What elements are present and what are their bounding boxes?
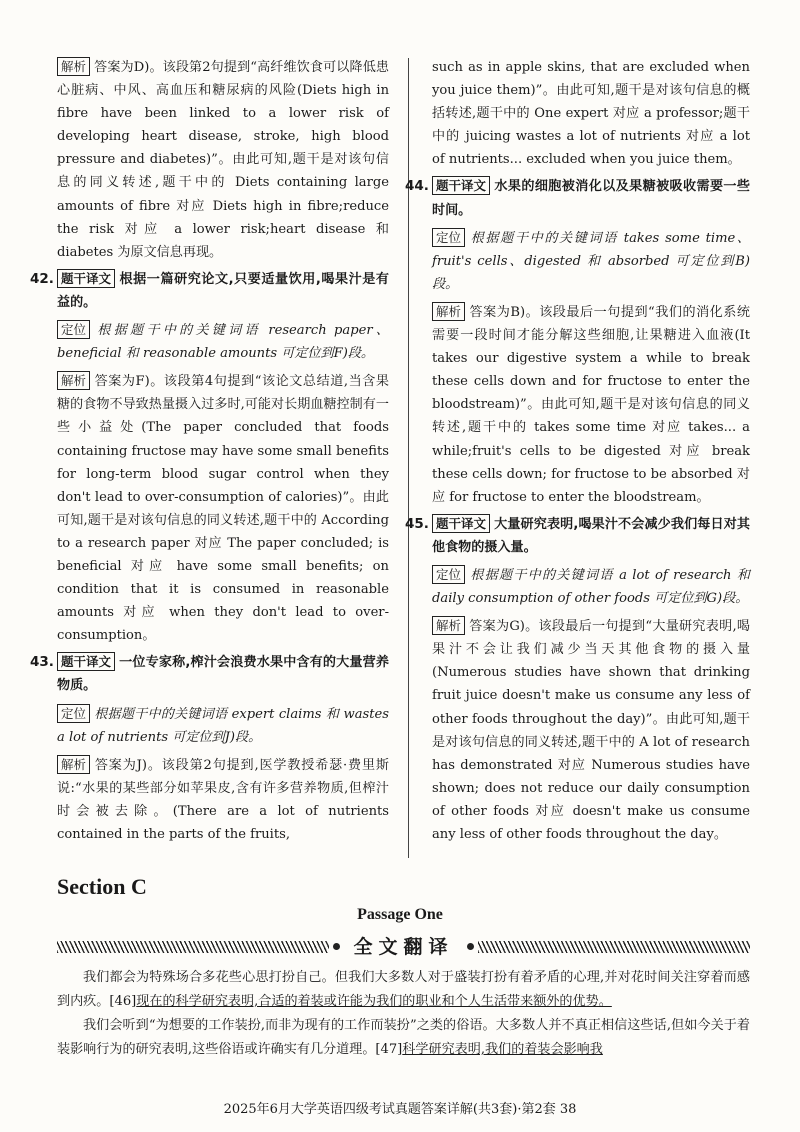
left-column: [30, 56, 389, 846]
translation-p2-underlined: 科学研究表明,我们的着装会影响我: [402, 1042, 603, 1057]
analysis-tag: 解析: [432, 302, 465, 321]
analysis-tag: 解析: [57, 755, 90, 774]
q44-locate: [432, 227, 750, 296]
q43-analysis: [57, 754, 389, 846]
translation-tag: 题干译文: [432, 176, 490, 195]
q45-translation-text: 大量研究表明,喝果汁不会减少我们每日对其他食物的摄入量。: [432, 516, 750, 555]
right-column: [405, 56, 750, 846]
translation-p1-text: 我们都会为特殊场合多花些心思打扮自己。但我们大多数人对于盛装打扮有着矛盾的心理,并对花时间关注穿着而感到内疚。[46]: [57, 970, 750, 1009]
q43-locate-text: 根据题干中的关键词语 expert claims 和 wastes a lot of nutrients 可定位到J)段。: [57, 706, 389, 745]
q42-translation: [30, 268, 389, 314]
q45-locate: [432, 564, 750, 610]
translation-body: [57, 966, 750, 1062]
locate-tag: 定位: [57, 320, 90, 339]
q45-locate-text: 根据题干中的关键词语 a lot of research 和 daily consumption of other foods 可定位到G)段。: [432, 567, 750, 607]
analysis-tag: 解析: [432, 616, 465, 635]
passage-title: Passage One: [357, 906, 443, 923]
translation-paragraph-2: [57, 1014, 750, 1062]
q42-locate-text: 根据题干中的关键词语 research paper、beneficial 和 reasonable amounts 可定位到F)段。: [57, 323, 389, 362]
q45-analysis: [432, 615, 750, 846]
q42-locate: [57, 319, 389, 365]
q44-analysis: [432, 301, 750, 509]
q42-analysis-text: 答案为F)。该段第4句提到“该论文总结道,当含果糖的食物不导致热量摄入过多时,可能对长期血糖控制有一些小益处(The paper concluded that foods containing fructose may have some small benefits for long-term blood sugar control when they don't lead to over-consumption of calories)”。由此可知,题干是对该句信息的同义转述,题干中的 According to a research paper 对应 The paper concluded; is beneficial 对应 have some small benefits; on condition that it is consumed in reasonable amounts 对应 when they don't lead to over-consumption。: [57, 374, 389, 644]
section-title: Section C: [57, 874, 147, 899]
q44-number: 44.: [405, 178, 429, 195]
analysis-tag: 解析: [57, 57, 90, 76]
locate-tag: 定位: [432, 565, 465, 584]
q41-analysis: [57, 56, 389, 264]
translation-banner: [57, 934, 750, 960]
q43-analysis-continued: such as in apple skins, that are excluded when you juice them)”。由此可知,题干是对该句信息的概括转述,题干中的 One expert 对应 a professor;题干中的 juicing wastes a lot of nutrients 对应 a lot of nutrients... excluded when you juice them。: [432, 60, 750, 168]
q44-analysis-text: 答案为B)。该段最后一句提到“我们的消化系统需要一段时间才能分解这些细胞,让果糖进入血液(It takes our digestive system a while to break these cells down and for fructose to enter the bloodstream)”。由此可知,题干是对该句信息的同义转述,题干中的 takes some time 对应 takes... a while;fruit's cells to be digested 对应 break these cells down; for fructose to be absorbed 对应 for fructose to enter the bloodstream。: [432, 304, 750, 505]
q44-translation-text: 水果的细胞被消化以及果糖被吸收需要一些时间。: [432, 179, 750, 218]
locate-tag: 定位: [432, 228, 465, 247]
banner-stripes-right: [478, 941, 750, 953]
translation-p2-text: 我们会听到“为想要的工作装扮,而非为现有的工作而装扮”之类的俗语。大多数人并不真正相信这些话,但如今关于着装影响行为的研究表明,这些俗语或许确实有几分道理。[47]: [57, 1018, 750, 1057]
q42-number: 42.: [30, 270, 54, 287]
banner-label: 全文翻译: [353, 936, 454, 958]
banner-dot-right-icon: [467, 943, 474, 950]
translation-tag: 题干译文: [432, 514, 490, 533]
page-footer: 2025年6月大学英语四级考试真题答案详解(共3套)·第2套 38: [223, 1102, 577, 1117]
locate-tag: 定位: [57, 704, 90, 723]
analysis-tag: 解析: [57, 371, 90, 390]
q43-translation-text: 一位专家称,榨汁会浪费水果中含有的大量营养物质。: [57, 655, 389, 694]
q42-translation-text: 根据一篇研究论文,只要适量饮用,喝果汁是有益的。: [57, 271, 389, 310]
translation-tag: 题干译文: [57, 652, 115, 671]
q43-analysis-text: 答案为J)。该段第2句提到,医学教授希瑟·费里斯说:“水果的某些部分如苹果皮,含有许多营养物质,但榨汁时会被去除。(There are a lot of nutrients contained in the parts of the fruits,: [57, 757, 389, 842]
q42-analysis: [57, 370, 389, 647]
q41-analysis-text: 答案为D)。该段第2句提到“高纤维饮食可以降低患心脏病、中风、高血压和糖尿病的风险(Diets high in fibre have been linked to a lower risk of developing heart disease, stroke, high blood pressure and diabetes)”。由此可知,题干是对该句信息的同义转述,题干中的 Diets containing large amounts of fibre 对应 Diets high in fibre;reduce the risk 对应 a lower risk;heart disease 和 diabetes 为原文信息再现。: [57, 60, 389, 260]
q45-translation: [405, 513, 750, 559]
q44-translation: [405, 175, 750, 221]
q45-number: 45.: [405, 515, 429, 532]
translation-tag: 题干译文: [57, 269, 115, 288]
q43-locate: [57, 703, 389, 749]
translation-paragraph-1: [57, 966, 750, 1014]
q43-number: 43.: [30, 654, 54, 671]
translation-p1-underlined: 现在的科学研究表明,合适的着装或许能为我们的职业和个人生活带来额外的优势。: [136, 994, 612, 1009]
q45-analysis-text: 答案为G)。该段最后一句提到“大量研究表明,喝果汁不会让我们减少当天其他食物的摄入量(Numerous studies have shown that drinking fruit juice doesn't make us consume any less of other foods throughout the day)”。由此可知,题干是对该句信息的同义转述,题干中的 A lot of research has demonstrated 对应 Numerous studies have shown; does not reduce our daily consumption of other foods 对应 doesn't make us consume any less of other foods throughout the day。: [432, 619, 750, 842]
q43-translation: [30, 651, 389, 697]
q44-locate-text: 根据题干中的关键词语 takes some time、fruit's cells、digested 和 absorbed 可定位到B)段。: [432, 230, 750, 292]
